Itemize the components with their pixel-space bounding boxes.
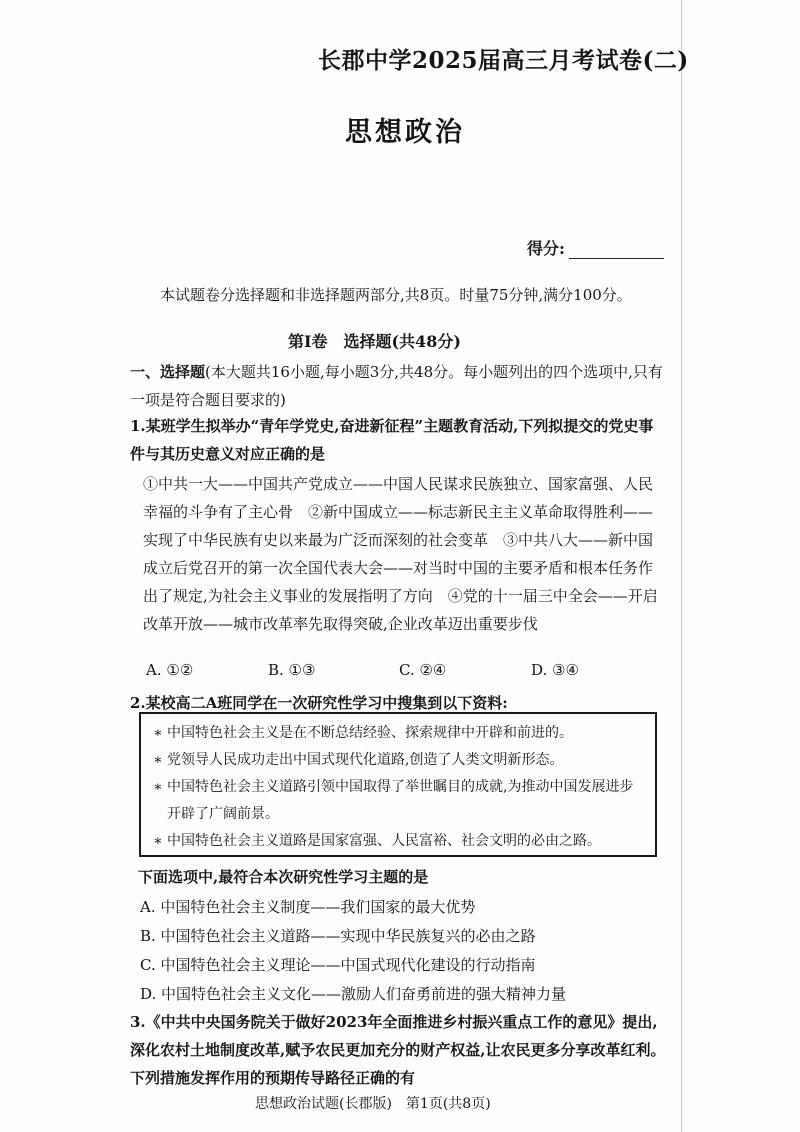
q2-material-item: ∗ 中国特色社会主义道路引领中国取得了举世瞩目的成就,为推动中国发展进步开辟了广阔前景。 bbox=[153, 774, 645, 828]
q2-material-box bbox=[139, 712, 657, 857]
q2-option-b: B. 中国特色社会主义道路——实现中华民族复兴的必由之路 bbox=[140, 927, 536, 945]
q3-stem: 3.《中共中央国务院关于做好2023年全面推进乡村振兴重点工作的意见》提出,深化农村土地制度改革,赋予农民更加充分的财产权益,让农民更多分享改革红利。下列措施发挥作用的预期传导路径正确的有 bbox=[130, 1013, 666, 1087]
q2-options bbox=[140, 893, 566, 1009]
section1-instructions bbox=[130, 358, 670, 414]
q2-option-a: A. 中国特色社会主义制度——我们国家的最大优势 bbox=[140, 898, 476, 916]
part1-title: 第Ⅰ卷 选择题(共48分) bbox=[288, 332, 461, 351]
score-blank-line bbox=[569, 242, 664, 259]
q2-material-item: ∗ 中国特色社会主义是在不断总结经验、探索规律中开辟和前进的。 bbox=[153, 720, 645, 747]
score-label: 得分: bbox=[527, 239, 565, 258]
exam-title: 长郡中学2025届高三月考试卷(二) bbox=[318, 47, 689, 74]
q2-option-d: D. 中国特色社会主义文化——激励人们奋勇前进的强大精神力量 bbox=[140, 985, 567, 1003]
q2-material-item: ∗ 党领导人民成功走出中国式现代化道路,创造了人类文明新形态。 bbox=[153, 747, 645, 774]
q1-option-d: D. ③④ bbox=[531, 661, 579, 679]
section1-heading: 一、选择题 bbox=[130, 363, 206, 381]
subject-title: 思想政治 bbox=[345, 117, 465, 148]
q1-option-b: B. ①③ bbox=[268, 661, 316, 679]
q1-options bbox=[0, 661, 800, 685]
q2-option-c: C. 中国特色社会主义理论——中国式现代化建设的行动指南 bbox=[140, 956, 536, 974]
q2-question: 下面选项中,最符合本次研究性学习主题的是 bbox=[138, 868, 429, 886]
q1-option-a: A. ①② bbox=[146, 661, 194, 679]
question-1 bbox=[130, 412, 665, 638]
q1-body: ①中共一大——中国共产党成立——中国人民谋求民族独立、国家富强、人民幸福的斗争有了主心骨 ②新中国成立——标志新民主主义革命取得胜利——实现了中华民族有史以来最为广泛而深刻的社会变革 ③中共八大——新中国成立后党召开的第一次全国代表大会——对当时中国的主要矛盾和根本任务作出了规定,为社会主义事业的发展指明了方向 ④党的十一届三中全会——开启改革开放——城市改革率先取得突破,企业改革迈出重要步伐 bbox=[143, 475, 658, 633]
page-edge-line bbox=[681, 0, 682, 1132]
section1-instruction: (本大题共16小题,每小题3分,共48分。每小题列出的四个选项中,只有一项是符合题目要求的) bbox=[130, 363, 663, 409]
q1-stem: 1.某班学生拟举办“青年学党史,奋进新征程”主题教育活动,下列拟提交的党史事件与其历史意义对应正确的是 bbox=[130, 417, 654, 463]
q1-option-c: C. ②④ bbox=[399, 661, 447, 679]
page-footer: 思想政治试题(长郡版) 第1页(共8页) bbox=[255, 1096, 491, 1112]
question-3 bbox=[130, 1008, 670, 1092]
score-field bbox=[527, 236, 664, 259]
q2-stem: 2.某校高二A班同学在一次研究性学习中搜集到以下资料: bbox=[130, 694, 508, 712]
q2-material-item: ∗ 中国特色社会主义道路是国家富强、人民富裕、社会文明的必由之路。 bbox=[153, 828, 645, 855]
exam-intro: 本试题卷分选择题和非选择题两部分,共8页。时量75分钟,满分100分。 bbox=[160, 286, 632, 304]
